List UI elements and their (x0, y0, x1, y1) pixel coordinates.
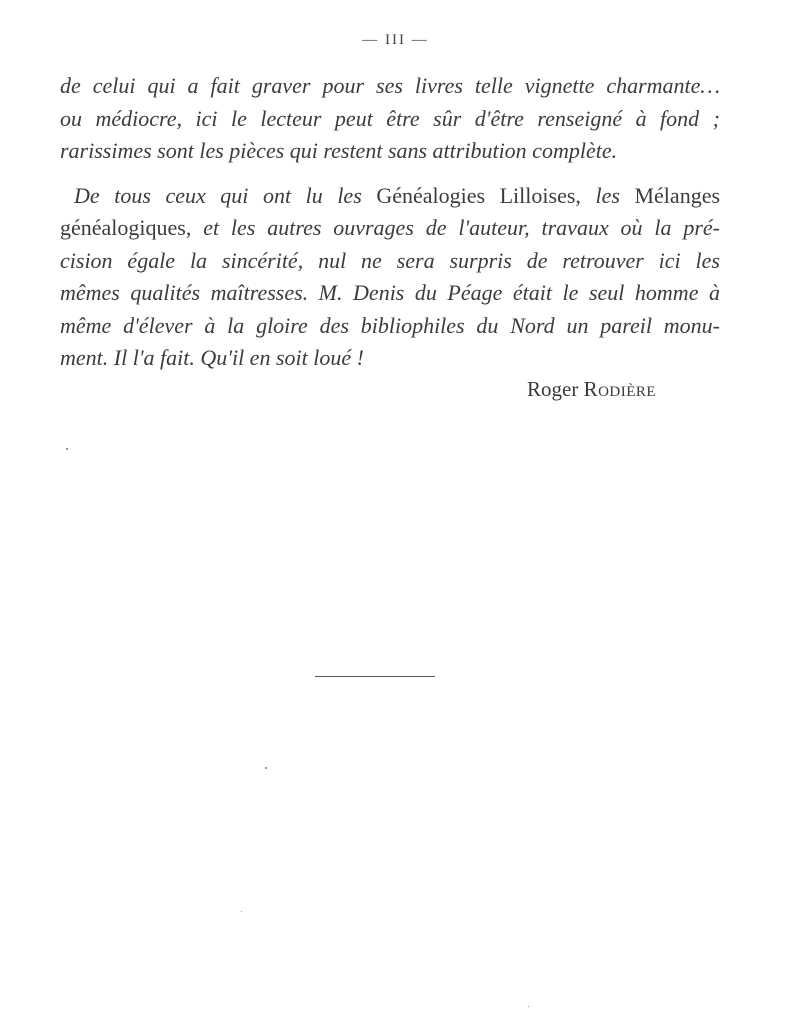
separator-rule (315, 676, 435, 677)
paper-speck (528, 1006, 529, 1007)
paper-speck (265, 767, 267, 769)
book-title-continued: généalogiques, (60, 215, 192, 240)
paragraph-gap (60, 168, 720, 180)
text-line: ment. Il l'a fait. Qu'il en soit loué ! (60, 345, 364, 370)
text-line: ou médiocre, ici le lecteur peut être sûr d'être renseigné à fond ; (60, 105, 720, 131)
text-line: de celui qui a fait graver pour ses livres telle vignette charmante… (60, 73, 720, 98)
text-span: et les autres ouvrages de l'auteur, travaux où la pré- (203, 215, 720, 240)
text-line (60, 180, 720, 213)
text-line (60, 212, 720, 245)
text-line: même d'élever à la gloire des bibliophiles du Nord un pareil monu- (60, 312, 720, 338)
book-title-genealogies: Généalogies Lilloises, (376, 182, 581, 208)
text-line: rarissimes sont les pièces qui restent sans attribution complète. (60, 138, 618, 163)
page-number: — III — (362, 32, 429, 48)
author-first-name: Roger (527, 377, 579, 401)
text-span: De tous ceux qui ont lu les (74, 182, 362, 208)
text-span: les (595, 182, 620, 208)
paper-speck (66, 448, 68, 450)
paper-speck (241, 911, 242, 912)
author-last-name: Rodière (583, 377, 657, 401)
text-line: mêmes qualités maîtresses. M. Denis du Péage était le seul homme à (60, 280, 720, 305)
body-text (60, 70, 720, 375)
author-signature (527, 377, 656, 402)
text-line: cision égale la sincérité, nul ne sera surpris de retrouver ici les (60, 247, 720, 273)
book-title-melanges: Mélanges (634, 182, 721, 208)
